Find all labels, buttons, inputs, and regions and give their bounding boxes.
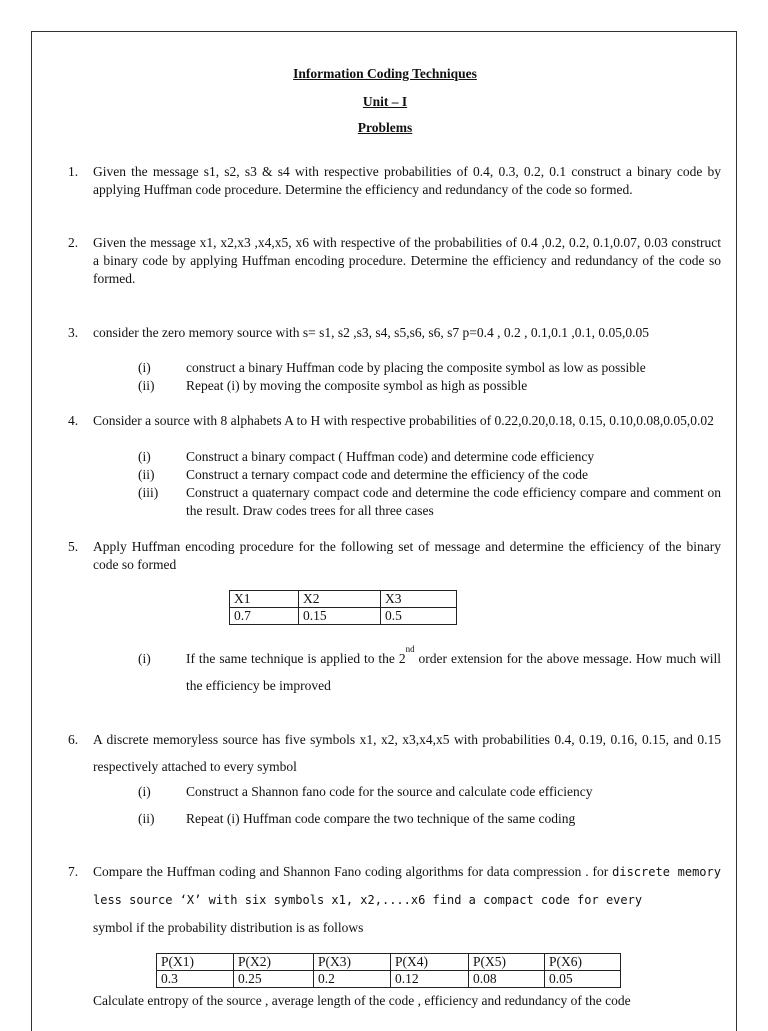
sub-item-marker: (ii)	[138, 811, 155, 826]
problem-text: Given the message x1, x2,x3 ,x4,x5, x6 with respective of the probabilities of 0.4 ,0.2, 0.2, 0.1,0.07, 0.03 construct a binary code by applying Huffman encoding procedure. Determine the efficiency and redundancy of the code so formed.	[93, 235, 721, 286]
table-cell: X2	[299, 591, 381, 608]
table-cell: 0.2	[314, 971, 391, 988]
table-cell: X1	[230, 591, 299, 608]
superscript: nd	[405, 644, 415, 654]
table-cell: P(X2)	[234, 954, 314, 971]
problem-text-part: Compare the Huffman coding and Shannon Fano coding algorithms for data compression . for	[93, 864, 613, 879]
sub-item-marker: (i)	[138, 651, 151, 666]
sub-item-marker: (ii)	[138, 467, 155, 482]
table-cell: 0.25	[234, 971, 314, 988]
sub-item-text: Construct a quaternary compact code and determine the code efficiency compare and comment on the result. Draw codes trees for all three cases	[186, 485, 721, 518]
problem-number: 6.	[68, 732, 79, 747]
problem-text: consider the zero memory source with s= s1, s2 ,s3, s4, s5,s6, s6, s7 p=0.4 , 0.2 , 0.1,0.1 ,0.1, 0.05,0.05	[93, 325, 649, 340]
sub-item-text: Repeat (i) by moving the composite symbol as high as possible	[186, 378, 528, 393]
table-row	[157, 971, 621, 988]
table-cell: X3	[381, 591, 457, 608]
problem-number: 4.	[68, 413, 79, 428]
problem-text: Consider a source with 8 alphabets A to H with respective probabilities of 0.22,0.20,0.18, 0.15, 0.10,0.08,0.05,0.02	[93, 413, 714, 428]
table-row	[230, 608, 457, 625]
problem-text-part: discrete memory less source ‘X’ with six symbols x1, x2,....x6 find a compact code for every	[93, 865, 721, 907]
table-cell: P(X1)	[157, 954, 234, 971]
table-header-row	[230, 591, 457, 608]
sub-item-text: construct a binary Huffman code by placing the composite symbol as low as possible	[186, 360, 646, 375]
sub-item-text: Construct a ternary compact code and determine the efficiency of the code	[186, 467, 588, 482]
sub-item-marker: (i)	[138, 360, 151, 375]
problem-7-footer: Calculate entropy of the source , average length of the code , efficiency and redundancy of the code	[93, 993, 631, 1008]
symbol-table	[229, 590, 457, 625]
problem-number: 2.	[68, 235, 79, 250]
table-cell: P(X3)	[314, 954, 391, 971]
document-title: Information Coding Techniques	[293, 66, 477, 81]
problem-text-part: symbol if the probability distribution is as follows	[93, 920, 364, 935]
section-heading: Problems	[357, 120, 413, 135]
table-header-row	[157, 954, 621, 971]
table-cell: P(X4)	[391, 954, 469, 971]
sub-item-text	[186, 645, 721, 699]
sub-item-marker: (i)	[138, 784, 151, 799]
table-cell: P(X6)	[545, 954, 621, 971]
sub-item-text: Construct a Shannon fano code for the source and calculate code efficiency	[186, 784, 593, 799]
probability-table	[156, 953, 621, 988]
problem-text: Apply Huffman encoding procedure for the following set of message and determine the efficiency of the binary code so formed	[93, 539, 721, 572]
problem-number: 5.	[68, 539, 79, 554]
problem-number: 7.	[68, 864, 79, 879]
document-page	[31, 31, 737, 1031]
table-cell: 0.7	[230, 608, 299, 625]
problem-text: A discrete memoryless source has five symbols x1, x2, x3,x4,x5 with probabilities 0.4, 0.19, 0.16, 0.15, and 0.15 respectively attached to every symbol	[93, 732, 721, 774]
problem-number: 3.	[68, 325, 79, 340]
table-cell: 0.3	[157, 971, 234, 988]
problem-text	[93, 858, 721, 941]
sub-item-marker: (iii)	[138, 485, 159, 500]
table-cell: 0.08	[469, 971, 545, 988]
table-cell: 0.15	[299, 608, 381, 625]
sub-item-text-part: order extension for the above message. How much will the efficiency be improved	[186, 651, 721, 693]
table-cell: 0.12	[391, 971, 469, 988]
table-cell: P(X5)	[469, 954, 545, 971]
table-cell: 0.05	[545, 971, 621, 988]
sub-item-text: Repeat (i) Huffman code compare the two technique of the same coding	[186, 811, 576, 826]
sub-item-text: Construct a binary compact ( Huffman code) and determine code efficiency	[186, 449, 595, 464]
sub-item-marker: (i)	[138, 449, 151, 464]
sub-item-text-part: If the same technique is applied to the 2	[186, 651, 406, 666]
unit-heading: Unit – I	[362, 94, 408, 109]
problem-text: Given the message s1, s2, s3 & s4 with respective probabilities of 0.4, 0.3, 0.2, 0.1 construct a binary code by applying Huffman code procedure. Determine the efficiency and redundancy of the code so formed.	[93, 164, 721, 197]
sub-item-marker: (ii)	[138, 378, 155, 393]
problem-number: 1.	[68, 164, 79, 179]
table-cell: 0.5	[381, 608, 457, 625]
